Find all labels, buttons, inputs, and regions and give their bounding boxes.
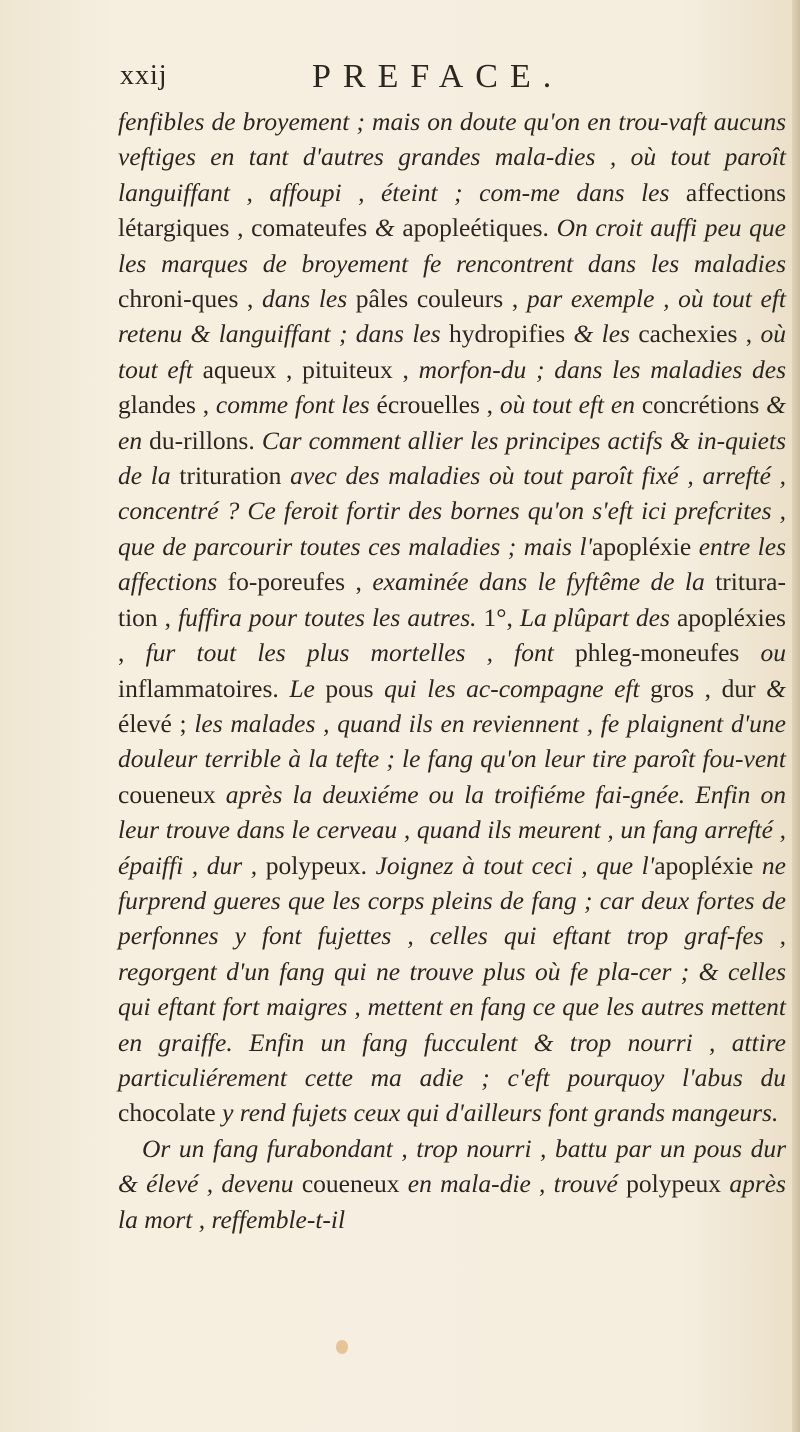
roman-run: élevé ;	[118, 708, 195, 738]
roman-run: pâles couleurs ,	[355, 284, 527, 314]
roman-run: polypeux.	[265, 850, 376, 880]
italic-run: comme font les	[215, 390, 377, 420]
roman-run: aqueux , pituiteux ,	[202, 354, 419, 384]
italic-run: par exemple , où tout eft retenu & languiffant ; dans les	[118, 284, 787, 349]
roman-run: fo-poreufes ,	[227, 567, 373, 597]
italic-run: après la mort , reffemble-t-il	[118, 1169, 786, 1234]
body-text	[118, 104, 786, 1237]
page-number: xxij	[120, 60, 168, 91]
italic-run: fenfibles de broyement ; mais on doute qu'on en trou-vaft aucuns veftiges en tant d'autres grandes mala-dies , où tout paroît languiffant , affoupi , éteint ; com-me dans les	[118, 107, 786, 207]
roman-run: inflammatoires.	[118, 673, 290, 703]
italic-run: Or un fang furabondant , trop nourri , battu par un pous dur & élevé , devenu	[118, 1133, 786, 1199]
running-head: PREFACE.	[312, 58, 564, 95]
italic-run: ou	[760, 638, 787, 668]
roman-run: du-rillons.	[149, 425, 262, 455]
italic-run: & en	[118, 390, 786, 455]
italic-run: où tout eft en	[499, 390, 642, 420]
roman-run: apopléxie	[654, 850, 762, 880]
italic-run: ne furprend gueres que les corps pleins de fang ; car deux fortes de perfonnes y font fujettes , celles qui eftant trop graf-fes , regorgent d'un fang qui ne trouve plus où fe pla-cer ; & celles qui eftant fort maigres , mettent en fang ce que les autres mettent en graiffe. Enfin un fang fucculent & trop nourri , attire particuliérement cette ma adie ; c'eft pourquoy l'abus du	[118, 850, 786, 1092]
italic-run: &	[374, 213, 403, 243]
italic-run: morfon-du ; dans les maladies des	[418, 354, 786, 384]
italic-run: qui les ac-compagne eft	[384, 673, 651, 703]
italic-run: La plûpart des	[519, 602, 677, 632]
roman-run: 1°,	[483, 602, 520, 632]
roman-run: polypeux	[626, 1169, 730, 1199]
roman-run: écrouelles ,	[376, 390, 500, 420]
italic-run: & les	[573, 319, 639, 349]
roman-run: chocolate	[118, 1098, 223, 1128]
page-edge	[792, 0, 800, 1432]
roman-run: chroni-ques ,	[118, 284, 263, 314]
roman-run: apopléxies ,	[118, 602, 786, 668]
roman-run: apopleétiques.	[402, 213, 557, 243]
roman-run: affections létargiques , comateufes	[118, 177, 786, 243]
ink-smudge	[336, 1340, 348, 1354]
italic-run: y rend fujets ceux qui d'ailleurs font grands mangeurs.	[222, 1098, 779, 1128]
roman-run: hydropifies	[449, 319, 574, 349]
italic-run: avec des maladies où tout paroît fixé , arrefté , concentré ? Ce feroit fortir des bornes qu'on s'eft ici prefcrites , que de parcourir toutes ces maladies ; mais l'	[118, 461, 787, 561]
italic-run: &	[766, 673, 786, 703]
roman-run: apopléxie	[592, 531, 699, 561]
italic-run: les malades , quand ils en reviennent , fe plaignent d'une douleur terrible à la tefte ; le fang qu'on leur tire paroît fou-vent	[118, 708, 786, 774]
italic-run: Car comment allier les principes actifs & in-quiets de la	[118, 425, 786, 491]
italic-run: examinée dans le fyftême de la	[372, 567, 716, 597]
page-header	[120, 58, 760, 108]
paragraph-1	[118, 104, 786, 1131]
italic-run: On croit auffi peu que les marques de broyement fe rencontrent dans les maladies	[118, 213, 786, 278]
italic-run: où tout eft	[118, 319, 786, 384]
roman-run: tritura-tion ,	[118, 567, 786, 632]
italic-run: Le	[289, 673, 326, 703]
italic-run: fur tout les plus mortelles , font	[145, 638, 576, 668]
roman-run: phleg-moneufes	[575, 638, 761, 668]
italic-run: après la deuxiéme ou la troifiéme fai-gnée. Enfin on leur trouve dans le cerveau , quand ils meurent , un fang arrefté , épaiffi , dur ,	[118, 779, 786, 880]
italic-run: en mala-die , trouvé	[407, 1169, 627, 1199]
roman-run: concrétions	[641, 390, 767, 420]
italic-run: entre les affections	[118, 531, 786, 597]
roman-run: pous	[325, 673, 385, 703]
roman-run: coueneux	[118, 779, 226, 809]
italic-run: dans les	[262, 284, 356, 314]
roman-run: gros , dur	[650, 673, 767, 703]
paragraph-2	[118, 1131, 786, 1237]
roman-run: glandes ,	[118, 390, 216, 420]
roman-run: cachexies ,	[638, 319, 761, 349]
roman-run: trituration	[179, 461, 291, 491]
italic-run: Joignez à tout ceci , que l'	[375, 850, 655, 880]
italic-run: fuffira pour toutes les autres.	[178, 602, 484, 632]
roman-run: coueneux	[301, 1169, 408, 1199]
